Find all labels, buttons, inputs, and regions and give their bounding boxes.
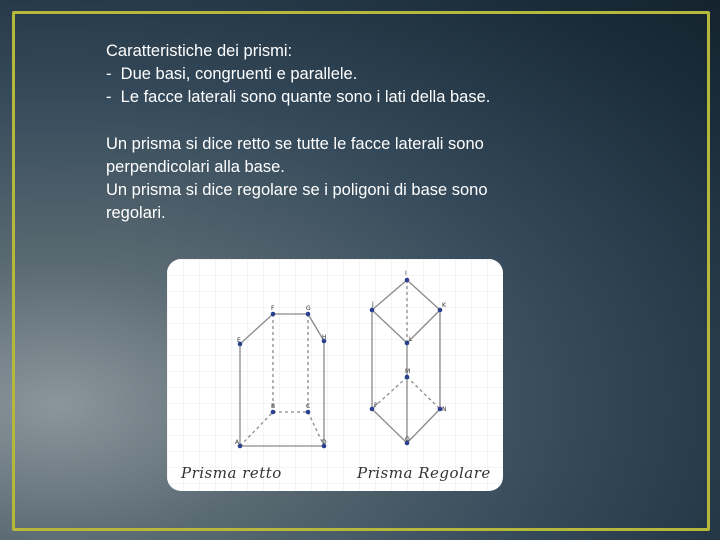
- label-M: M: [405, 368, 411, 375]
- point-G: [306, 312, 311, 317]
- label-B: B: [271, 403, 276, 410]
- point-B: [271, 410, 276, 415]
- prism-diagram: [167, 259, 503, 491]
- slide-text: [106, 40, 686, 225]
- label-D: D: [322, 439, 327, 446]
- caption-regular-prism: Prisma Regolare: [357, 464, 491, 482]
- label-L: L: [409, 336, 413, 343]
- caption-right-prism: Prisma retto: [181, 464, 282, 482]
- prism-drawing: [167, 259, 503, 491]
- point-I: [405, 278, 410, 283]
- label-P: P: [374, 402, 378, 409]
- definition-regular-prism-line-1: Un prisma si dice regolare se i poligoni di base sono: [106, 181, 488, 199]
- label-I: I: [405, 270, 407, 277]
- point-M: [405, 375, 410, 380]
- point-C: [306, 410, 311, 415]
- label-F: F: [271, 305, 275, 312]
- label-K: K: [442, 302, 446, 309]
- definition-right-prism-line-2: perpendicolari alla base.: [106, 158, 285, 176]
- bullet-lateral-faces: - Le facce laterali sono quante sono i lati della base.: [106, 88, 491, 106]
- point-F: [271, 312, 276, 317]
- label-C: C: [306, 403, 311, 410]
- grid-background: [167, 259, 503, 491]
- point-J: [370, 308, 375, 313]
- label-A: A: [235, 439, 240, 446]
- label-H: H: [322, 334, 327, 341]
- label-J: J: [372, 301, 374, 308]
- definition-right-prism-line-1: Un prisma si dice retto se tutte le facce laterali sono: [106, 135, 484, 153]
- label-G: G: [306, 305, 311, 312]
- heading: Caratteristiche dei prismi:: [106, 42, 293, 60]
- bullet-bases: - Due basi, congruenti e parallele.: [106, 65, 358, 83]
- label-O: O: [405, 436, 410, 443]
- label-N: N: [442, 406, 447, 413]
- label-E: E: [237, 337, 241, 344]
- definition-regular-prism-line-2: regolari.: [106, 204, 166, 222]
